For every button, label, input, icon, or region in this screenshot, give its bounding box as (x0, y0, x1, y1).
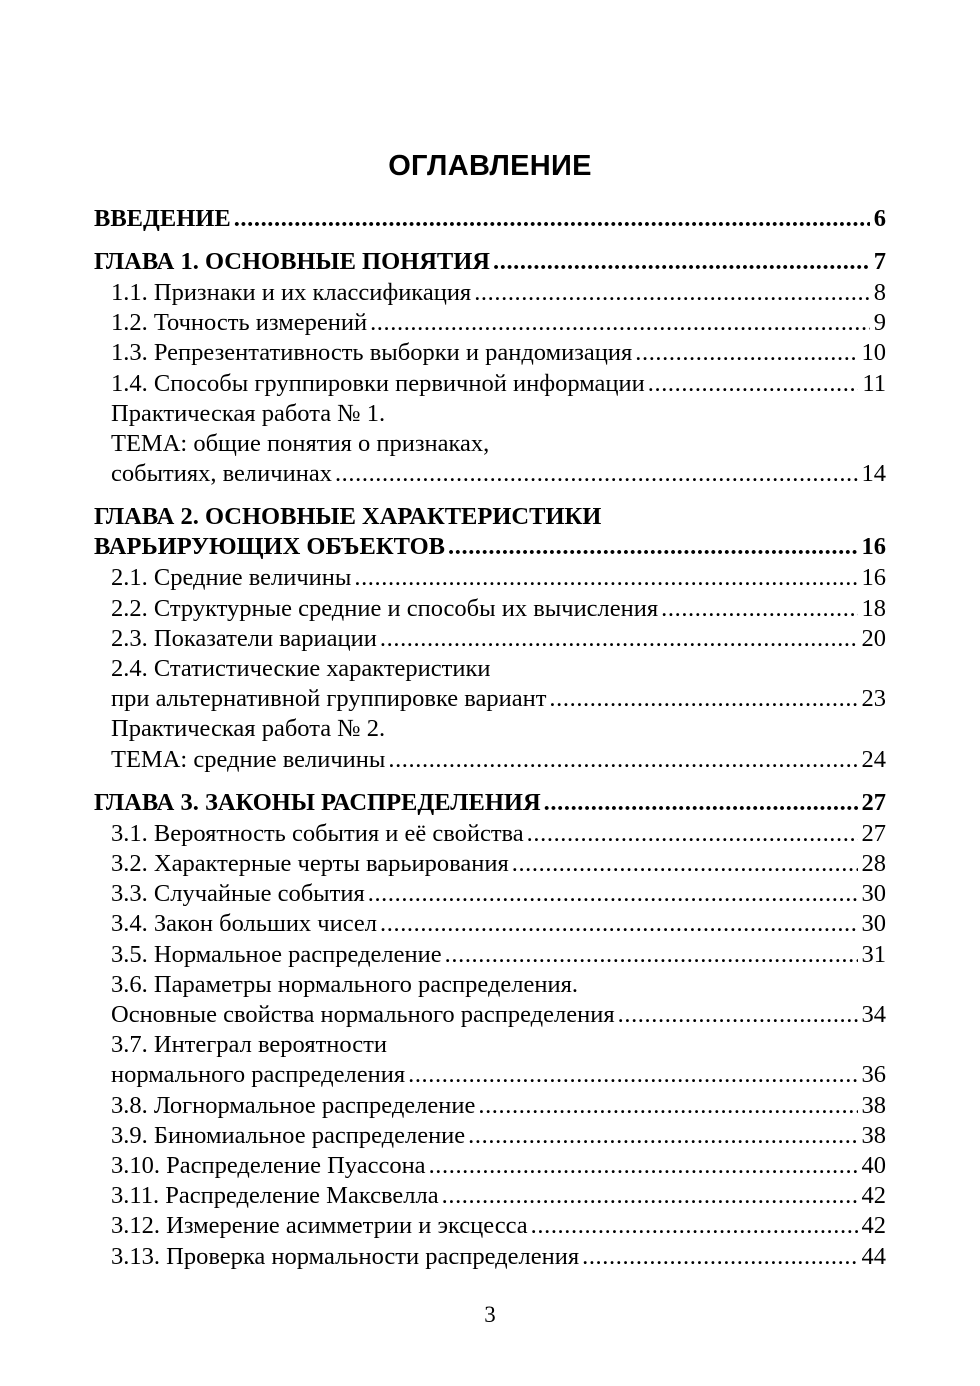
dot-leader (468, 1121, 857, 1151)
dot-leader (549, 684, 857, 714)
toc-section-entry (94, 563, 886, 593)
toc-entry-label: при альтернативной группировке вариант (111, 685, 547, 713)
toc-section-entry (94, 1091, 886, 1121)
toc-section-entry (94, 1030, 886, 1060)
toc-chapter-entry (94, 204, 886, 234)
toc-entry-page-number: 18 (861, 594, 886, 622)
toc-entry-label: 1.3. Репрезентативность выборки и рандомизация (111, 339, 633, 367)
toc-entry-page-number: 40 (861, 1152, 886, 1180)
toc-section-entry (94, 308, 886, 338)
dot-leader (380, 624, 858, 654)
toc-entry-page-number: 42 (861, 1182, 886, 1210)
toc-entry-page-number: 8 (873, 279, 886, 306)
toc-entry-label: 2.3. Показатели вариации (111, 624, 377, 652)
toc-entry-label: 3.2. Характерные черты варьирования (111, 850, 509, 878)
toc-entry-label: 3.4. Закон больших чисел (111, 910, 378, 938)
toc-entry-page-number: 6 (873, 205, 886, 232)
toc-entry-page-number: 30 (861, 880, 886, 908)
dot-leader (408, 1060, 857, 1090)
toc-entry-page-number: 38 (861, 1121, 886, 1149)
toc-section-entry (94, 879, 886, 909)
toc-section-entry (94, 399, 886, 429)
toc-section-entry (94, 940, 886, 970)
toc-entry-page-number: 14 (861, 460, 886, 488)
dot-leader (474, 278, 870, 308)
toc-entry-label: 3.6. Параметры нормального распределения. (111, 970, 578, 998)
dot-leader (493, 247, 870, 277)
toc-section-entry (94, 1000, 886, 1030)
toc-entry-label: Практическая работа № 2. (111, 715, 386, 743)
page-title: ОГЛАВЛЕНИЕ (388, 150, 592, 182)
dot-leader (335, 459, 858, 489)
dot-leader (388, 745, 857, 775)
toc-entry-label: 3.8. Логнормальное распределение (111, 1091, 476, 1119)
toc-section-entry (94, 1060, 886, 1090)
toc-entry-label: 3.12. Измерение асимметрии и эксцесса (111, 1212, 528, 1240)
dot-leader (234, 204, 870, 234)
dot-leader (544, 788, 858, 818)
toc-entry-label: 3.3. Случайные события (111, 880, 365, 908)
toc-section-entry (94, 459, 886, 489)
toc-section-entry (94, 369, 886, 399)
toc-entry-label: 3.11. Распределение Максвелла (111, 1182, 439, 1210)
toc-section-entry (94, 1242, 886, 1272)
toc-entry-page-number: 36 (861, 1061, 886, 1089)
toc-entry-label: ГЛАВА 3. ЗАКОНЫ РАСПРЕДЕЛЕНИЯ (94, 788, 541, 816)
toc-section-entry (94, 1151, 886, 1181)
dot-leader (354, 563, 857, 593)
toc-entry-page-number: 7 (873, 248, 886, 275)
toc-entry-label: событиях, величинах (111, 460, 332, 488)
dot-leader (370, 308, 870, 338)
toc-entry-label: 2.4. Статистические характеристики (111, 655, 491, 683)
toc-entry-label: Основные свойства нормального распределения (111, 1001, 615, 1029)
dot-leader (445, 940, 858, 970)
toc-entry-page-number: 44 (861, 1242, 886, 1270)
toc-section-entry (94, 714, 886, 744)
dot-leader (648, 369, 859, 399)
toc-section-entry (94, 970, 886, 1000)
toc-entry-page-number: 28 (861, 850, 886, 878)
toc-section-entry (94, 278, 886, 308)
toc-entry-page-number: 16 (861, 564, 886, 592)
toc-entry-label: Практическая работа № 1. (111, 399, 386, 427)
toc-section-entry (94, 909, 886, 939)
toc-section-entry (94, 338, 886, 368)
toc-entry-page-number: 31 (861, 940, 886, 968)
dot-leader (527, 819, 858, 849)
dot-leader (380, 909, 857, 939)
toc-entry-label: 3.1. Вероятность события и её свойства (111, 819, 524, 847)
toc-chapter-entry (94, 502, 886, 532)
toc-section-entry (94, 819, 886, 849)
toc-entry-label: 3.9. Биномиальное распределение (111, 1121, 466, 1149)
toc-entry-label: 3.10. Распределение Пуассона (111, 1152, 426, 1180)
toc-entry-page-number: 30 (861, 910, 886, 938)
dot-leader (512, 849, 858, 879)
toc-entry-label: 3.13. Проверка нормальности распределения (111, 1242, 580, 1270)
toc-entry-page-number: 9 (873, 309, 886, 337)
dot-leader (531, 1211, 858, 1241)
dot-leader (618, 1000, 858, 1030)
toc-section-entry (94, 624, 886, 654)
dot-leader (635, 338, 857, 368)
toc-section-entry (94, 1181, 886, 1211)
toc-entry-label: ТЕМА: общие понятия о признаках, (111, 430, 490, 458)
toc-entry-page-number: 16 (861, 533, 886, 561)
dot-leader (582, 1242, 857, 1272)
dot-leader (429, 1151, 858, 1181)
toc-section-entry (94, 1211, 886, 1241)
dot-leader (661, 594, 857, 624)
toc-entry-page-number: 11 (862, 369, 886, 397)
dot-leader (448, 532, 857, 562)
toc-entry-label: нормального распределения (111, 1061, 406, 1089)
toc-entry-label: ВВЕДЕНИЕ (94, 205, 231, 232)
table-of-contents (94, 204, 886, 1272)
dot-leader (478, 1091, 857, 1121)
toc-section-entry (94, 1121, 886, 1151)
toc-section-entry (94, 654, 886, 684)
toc-section-entry (94, 745, 886, 775)
toc-chapter-entry (94, 788, 886, 818)
toc-entry-page-number: 10 (861, 339, 886, 367)
toc-entry-label: 3.7. Интеграл вероятности (111, 1031, 387, 1059)
dot-leader (368, 879, 858, 909)
toc-entry-label: 1.4. Способы группировки первичной информации (111, 369, 645, 397)
toc-entry-label: ГЛАВА 2. ОСНОВНЫЕ ХАРАКТЕРИСТИКИ (94, 503, 602, 531)
toc-entry-page-number: 24 (861, 745, 886, 773)
toc-section-entry (94, 684, 886, 714)
toc-entry-label: 1.2. Точность измерений (111, 309, 368, 337)
toc-entry-page-number: 20 (861, 624, 886, 652)
page-number: 3 (484, 1302, 496, 1327)
toc-entry-page-number: 23 (861, 685, 886, 713)
toc-section-entry (94, 594, 886, 624)
toc-entry-label: 2.2. Структурные средние и способы их вычисления (111, 594, 659, 622)
toc-entry-label: 3.5. Нормальное распределение (111, 940, 442, 968)
toc-chapter-entry (94, 532, 886, 562)
toc-entry-page-number: 34 (861, 1001, 886, 1029)
toc-entry-label: ТЕМА: средние величины (111, 745, 386, 773)
toc-entry-label: 2.1. Средние величины (111, 564, 352, 592)
toc-entry-label: ГЛАВА 1. ОСНОВНЫЕ ПОНЯТИЯ (94, 248, 490, 275)
toc-entry-label: 1.1. Признаки и их классификация (111, 279, 472, 306)
dot-leader (442, 1181, 858, 1211)
toc-entry-label: ВАРЬИРУЮЩИХ ОБЪЕКТОВ (94, 533, 446, 561)
toc-entry-page-number: 27 (861, 819, 886, 847)
toc-section-entry (94, 849, 886, 879)
toc-entry-page-number: 27 (861, 788, 886, 816)
toc-entry-page-number: 38 (861, 1091, 886, 1119)
toc-chapter-entry (94, 247, 886, 277)
toc-entry-page-number: 42 (861, 1212, 886, 1240)
toc-section-entry (94, 429, 886, 459)
